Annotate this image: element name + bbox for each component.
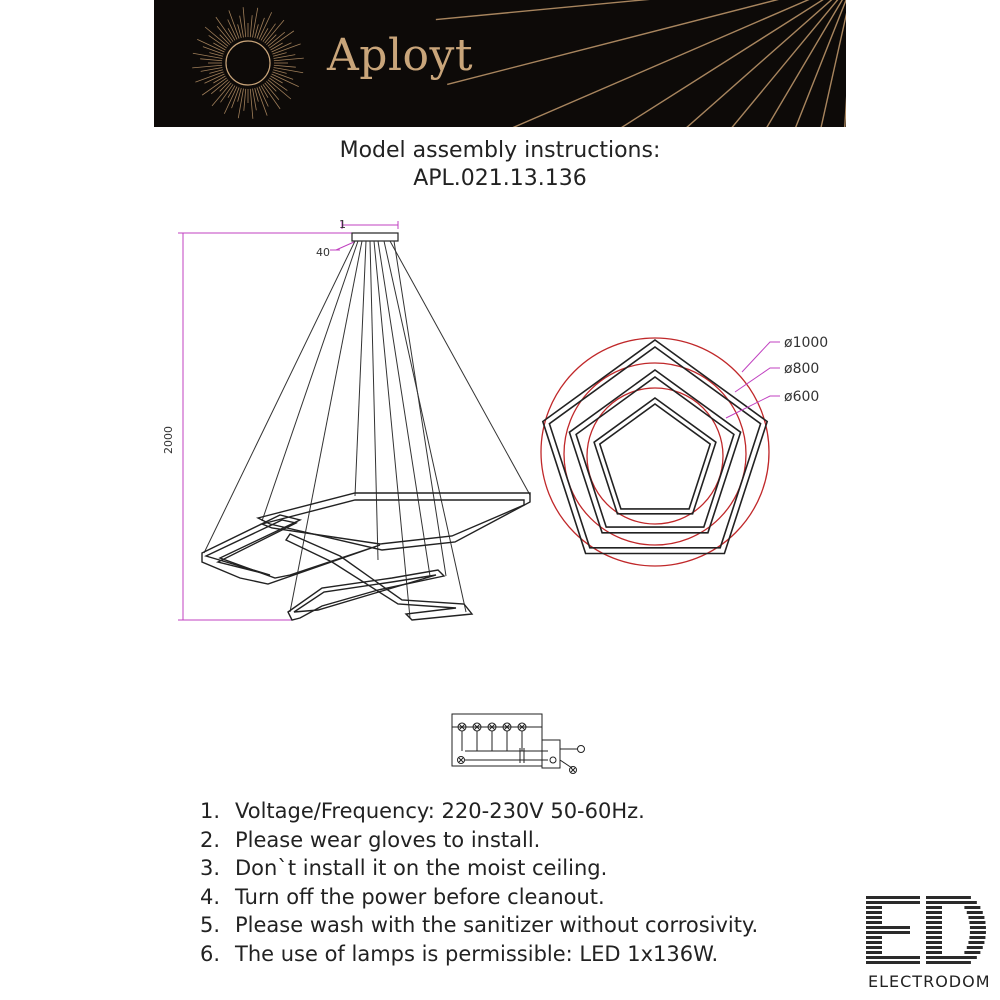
electrodom-logo-mark (866, 896, 990, 970)
circle-800 (564, 363, 746, 545)
diameter-label-1000: ø1000 (784, 335, 829, 351)
instruction-item: 2. Please wear gloves to install. (200, 827, 541, 852)
title-line-1: Model assembly instructions: (339, 138, 661, 163)
suspension-cables (204, 241, 530, 618)
instruction-item: 5. Please wash with the sanitizer without corrosivity. (200, 913, 759, 937)
canopy-dimension-label: 40 (316, 246, 330, 259)
light-rings (202, 493, 530, 620)
instructions-list (200, 797, 758, 968)
diameter-label-800: ø800 (784, 361, 820, 377)
instruction-item: 3. Don`t install it on the moist ceiling. (200, 856, 608, 880)
instruction-item: 4. Turn off the power before cleanout. (200, 884, 605, 909)
wiring-diagram (452, 714, 585, 774)
top-dimension-label: 1 (339, 218, 346, 231)
instruction-item: 1. Voltage/Frequency: 220-230V 50-60Hz. (200, 799, 645, 823)
top-view (541, 338, 769, 566)
instruction-item: 6. The use of lamps is permissible: LED 1x136W. (200, 941, 719, 966)
height-dimension-label: 2000 (162, 426, 175, 454)
brand-logo: Aployt (327, 30, 474, 81)
electrodom-logo-text: ELECTRODOM (868, 972, 991, 991)
diameter-leaders (726, 342, 780, 418)
dimension-lines (178, 221, 398, 620)
diameter-label-600: ø600 (784, 389, 820, 405)
circle-600 (587, 388, 723, 524)
model-number: APL.021.13.136 (413, 166, 587, 191)
ceiling-canopy (352, 233, 398, 241)
